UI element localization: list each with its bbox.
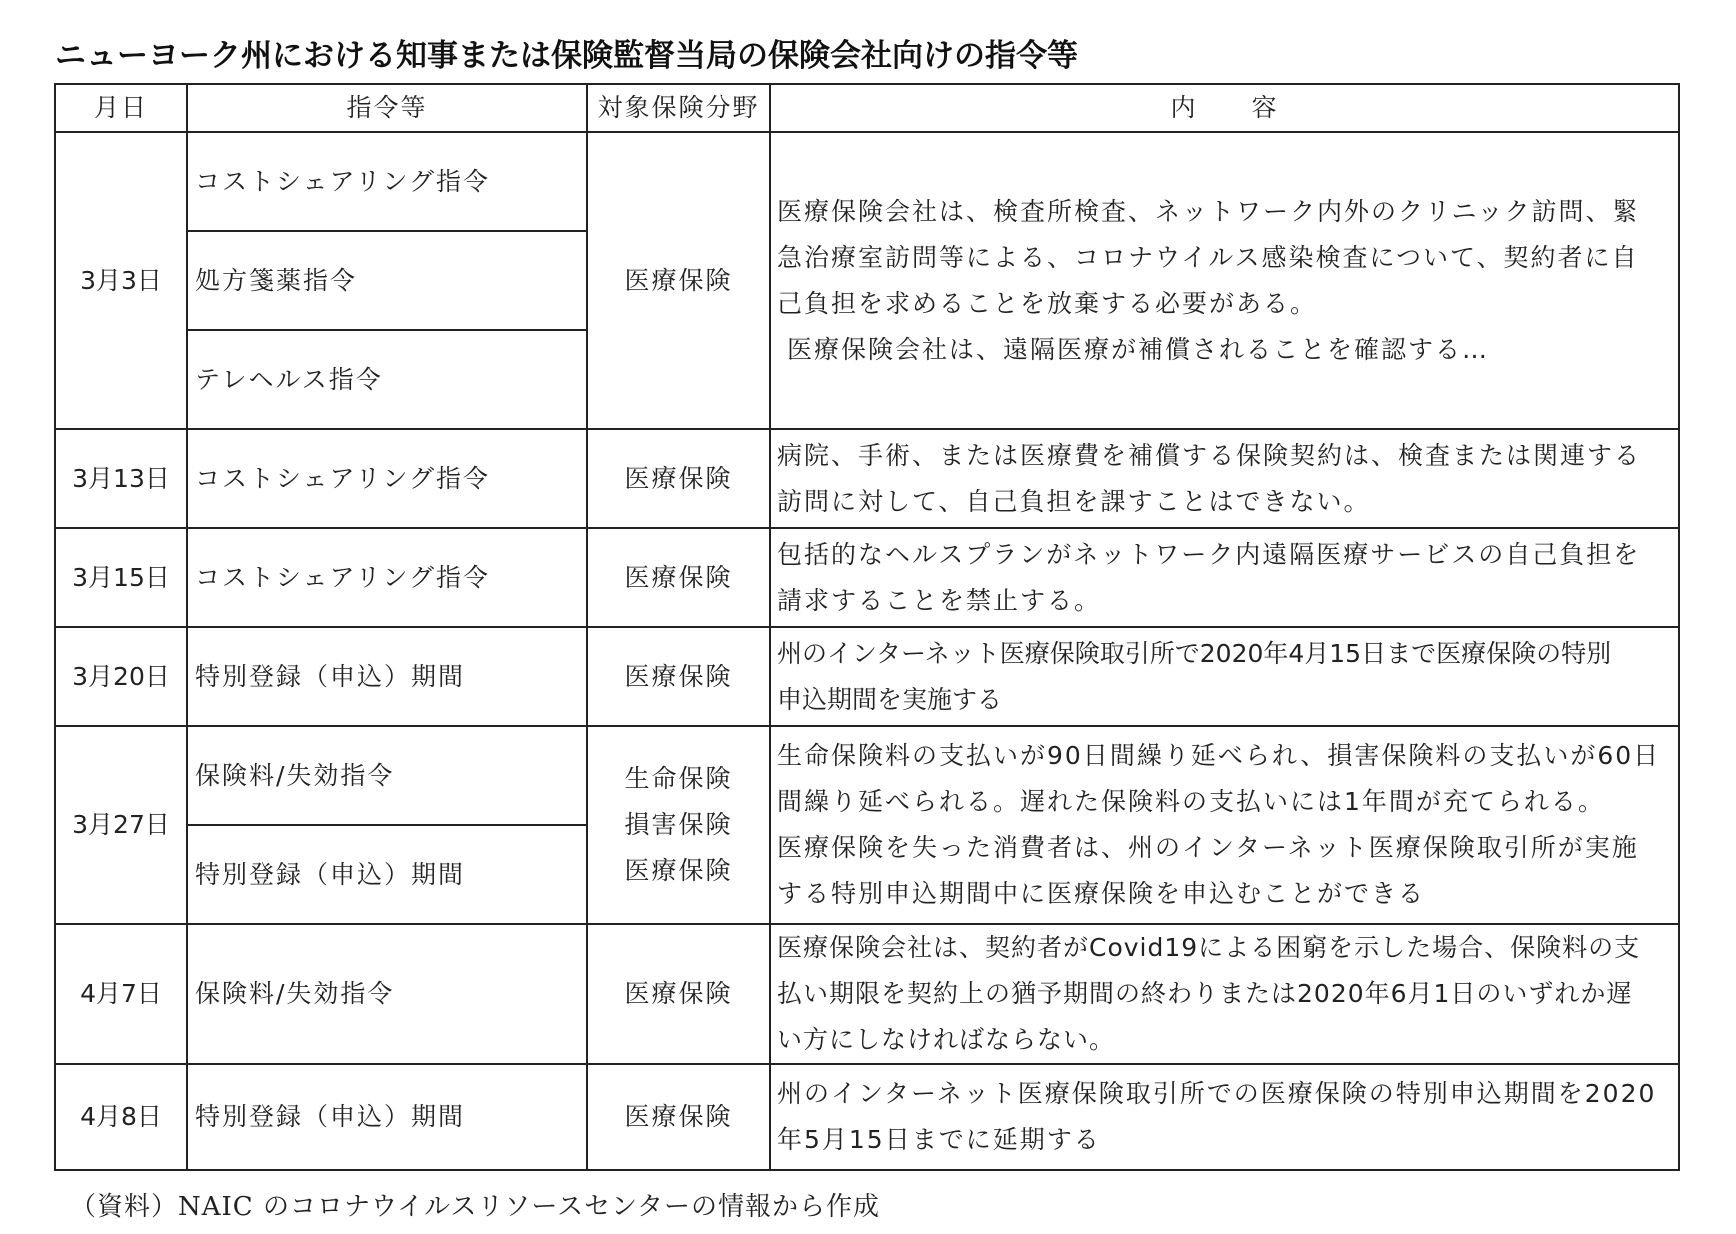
- table-row: [55, 429, 1679, 528]
- table-row: [55, 1064, 1679, 1170]
- directive-cell: 保険料/失効指令: [187, 924, 587, 1064]
- content-line: 州のインターネット医療保険取引所で2020年4月15日まで医療保険の特別: [777, 638, 1612, 668]
- content-cell: [770, 528, 1679, 627]
- date-cell: 3月20日: [55, 627, 187, 726]
- content-line: い方にしなければならない。: [777, 1025, 1116, 1054]
- header-date: 月日: [55, 84, 187, 132]
- field-cell: 医療保険: [587, 528, 770, 627]
- content-line: 医療保険会社は、契約者がCovid19による困窮を示した場合、保険料の支: [777, 933, 1641, 962]
- directive-cell: 特別登録（申込）期間: [187, 627, 587, 726]
- content-line: 州のインターネット医療保険取引所での医療保険の特別申込期間を2020: [777, 1079, 1657, 1108]
- table-row: [55, 132, 1679, 231]
- content-line: 医療保険会社は、検査所検査、ネットワーク内外のクリニック訪問、緊: [777, 197, 1640, 226]
- header-field: 対象保険分野: [587, 84, 770, 132]
- content-line: 生命保険料の支払いが90日間繰り延べられ、損害保険料の支払いが60日: [777, 741, 1661, 770]
- field-line: 医療保険: [624, 856, 733, 885]
- date-cell: 3月27日: [55, 726, 187, 924]
- content-line: 請求することを禁止する。: [777, 585, 1102, 615]
- directive-cell: 特別登録（申込）期間: [187, 825, 587, 924]
- content-cell: [770, 429, 1679, 528]
- table-row: [55, 726, 1679, 825]
- content-line: 払い期限を契約上の猶予期間の終わりまたは2020年6月1日のいずれか遅: [777, 979, 1633, 1008]
- directive-cell: テレヘルス指令: [187, 330, 587, 429]
- table-header-row: [55, 84, 1679, 132]
- content-line: 申込期間を実施する: [777, 684, 1003, 714]
- directives-table: [54, 83, 1680, 1171]
- directive-cell: 保険料/失効指令: [187, 726, 587, 825]
- content-cell: [770, 627, 1679, 726]
- content-line: 年5月15日までに延期する: [777, 1125, 1101, 1154]
- header-directive: 指令等: [187, 84, 587, 132]
- content-cell: [770, 1064, 1679, 1170]
- field-line: 医療保険: [624, 265, 733, 295]
- document-title: ニューヨーク州における知事または保険監督当局の保険会社向けの指令等: [55, 38, 1078, 74]
- field-cell: 医療保険: [587, 1064, 770, 1170]
- content-line: 間繰り延べられる。遅れた保険料の支払いには1年間が充てられる。: [777, 787, 1605, 816]
- table-row: [55, 627, 1679, 726]
- content-cell: [770, 726, 1679, 924]
- content-cell: [770, 132, 1679, 429]
- table-row: [55, 528, 1679, 627]
- directive-cell: コストシェアリング指令: [187, 132, 587, 231]
- content-cell: [770, 924, 1679, 1064]
- content-line: 包括的なヘルスプランがネットワーク内遠隔医療サービスの自己負担を: [777, 539, 1641, 569]
- directive-cell: コストシェアリング指令: [187, 429, 587, 528]
- date-cell: 4月7日: [55, 924, 187, 1064]
- content-line: 病院、手術、または医療費を補償する保険契約は、検査または関連する: [777, 440, 1642, 470]
- content-line: 訪問に対して、自己負担を課すことはできない。: [777, 486, 1371, 516]
- date-cell: 4月8日: [55, 1064, 187, 1170]
- field-cell: [587, 132, 770, 429]
- content-line: 医療保険を失った消費者は、州のインターネット医療保険取引所が実施: [777, 833, 1639, 862]
- directive-cell: 処方箋薬指令: [187, 231, 587, 330]
- directive-cell: 特別登録（申込）期間: [187, 1064, 587, 1170]
- header-content: 内 容: [770, 84, 1679, 132]
- field-line: 生命保険: [624, 764, 733, 793]
- field-line: 損害保険: [624, 810, 733, 839]
- content-line: する特別申込期間中に医療保険を申込むことができる: [777, 879, 1426, 908]
- source-note: （資料）NAIC のコロナウイルスリソースセンターの情報から作成: [70, 1192, 881, 1222]
- date-cell: 3月13日: [55, 429, 187, 528]
- date-cell: 3月15日: [55, 528, 187, 627]
- content-line: 医療保険会社は、遠隔医療が補償されることを確認する…: [777, 335, 1489, 364]
- field-cell: 医療保険: [587, 627, 770, 726]
- field-cell: [587, 726, 770, 924]
- table-row: [55, 924, 1679, 1064]
- content-line: 急治療室訪問等による、コロナウイルス感染検査について、契約者に自: [777, 243, 1639, 272]
- field-cell: 医療保険: [587, 429, 770, 528]
- directives-table-container: [54, 83, 1678, 1171]
- field-cell: 医療保険: [587, 924, 770, 1064]
- content-line: 己負担を求めることを放棄する必要がある。: [777, 289, 1318, 318]
- directive-cell: コストシェアリング指令: [187, 528, 587, 627]
- date-cell: 3月3日: [55, 132, 187, 429]
